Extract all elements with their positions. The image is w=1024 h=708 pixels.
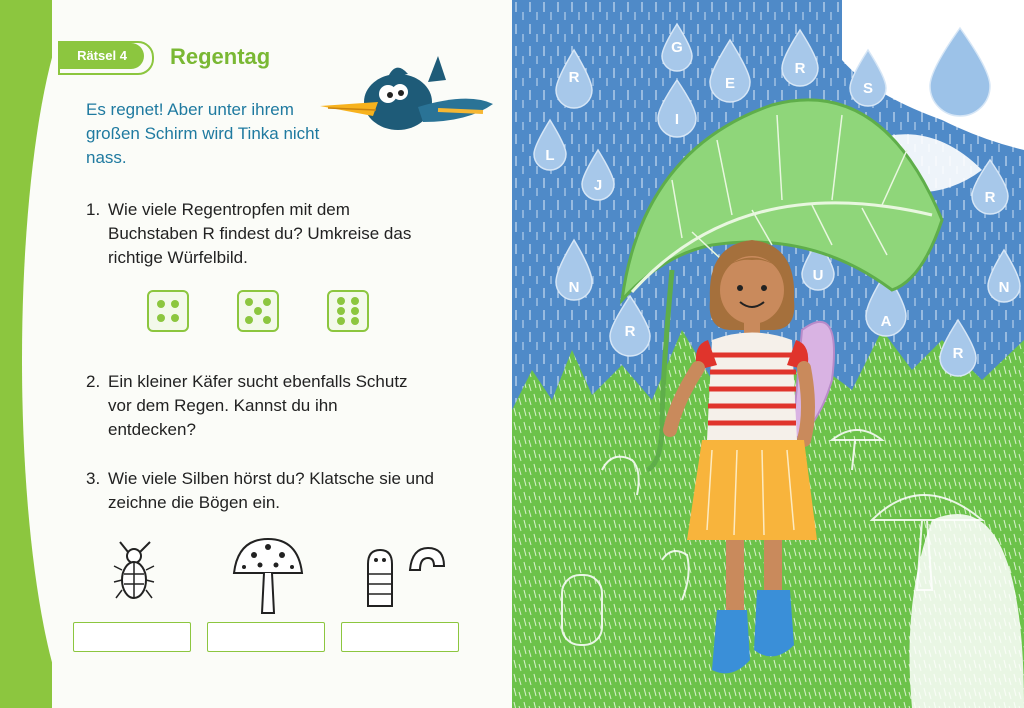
drop-letter: R — [984, 189, 996, 206]
illustration-rain-day — [512, 0, 1024, 708]
drop-letter: N — [568, 279, 580, 296]
raven-icon — [318, 52, 498, 152]
question-number: 3. — [86, 469, 101, 488]
drop-letter: R — [952, 345, 964, 362]
drop-letter: S — [862, 80, 874, 97]
drop-letter: A — [880, 313, 892, 330]
drop-letter: L — [545, 147, 555, 164]
drop-letter: R — [624, 323, 636, 340]
question-number: 2. — [86, 372, 101, 391]
drop-letter: I — [674, 111, 680, 128]
drop-letter: G — [671, 39, 683, 56]
dice-five[interactable] — [237, 290, 279, 332]
beetle-icon — [110, 540, 160, 610]
worm-icon — [362, 540, 448, 610]
puzzle-badge: Rätsel 4 — [60, 43, 144, 69]
dice-six[interactable] — [327, 290, 369, 332]
drop-letter: R — [568, 69, 580, 86]
drop-letter: N — [998, 279, 1010, 296]
question-text: Wie viele Silben hörst du? Klatsche sie und zeichne die Bögen ein. — [108, 469, 435, 512]
page-title: Regentag — [170, 44, 271, 69]
drop-letter: J — [593, 177, 603, 194]
intro-text: Es regnet! Aber unter ihrem großen Schirm wird Tinka nicht nass. — [86, 100, 320, 167]
question-text: Ein kleiner Käfer sucht ebenfalls Schutz vor dem Regen. Kannst du ihn entdecken? — [108, 372, 408, 439]
answer-box-1[interactable] — [73, 622, 191, 652]
question-number: 1. — [86, 200, 101, 219]
illustration-canvas — [512, 0, 1024, 708]
mushroom-icon — [230, 535, 306, 615]
drop-letter: E — [724, 75, 736, 92]
dice-four[interactable] — [147, 290, 189, 332]
answer-box-2[interactable] — [207, 622, 325, 652]
answer-box-3[interactable] — [341, 622, 459, 652]
question-text: Wie viele Regentropfen mit dem Buchstaben R findest du? Umkreise das richtige Würfelbild. — [108, 200, 412, 267]
drop-letter: R — [794, 60, 806, 77]
drop-letter: U — [812, 267, 824, 284]
